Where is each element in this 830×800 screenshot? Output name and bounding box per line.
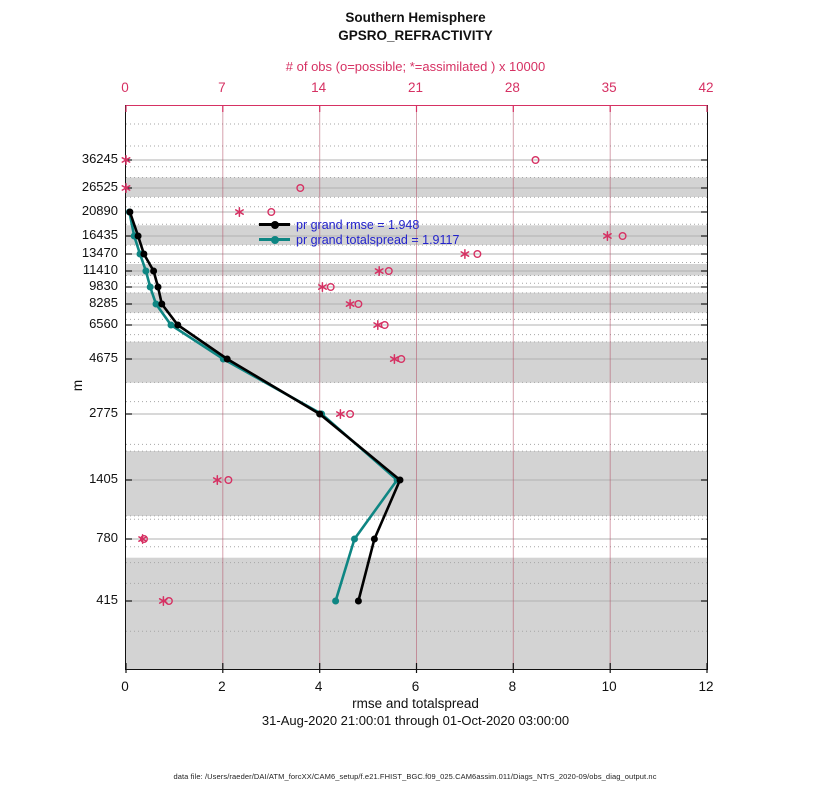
y-tick-label: 13470 [81,245,118,260]
series-point-spread [147,284,154,291]
y-tick-label: 780 [96,530,118,545]
y-tick-label: 1405 [89,471,118,486]
series-point-rmse [355,598,362,605]
series-point-rmse [126,209,133,216]
legend-line-sample-rmse [259,223,290,226]
x-top-tick-label: 35 [601,80,617,95]
legend-line-sample-totalspread [259,238,290,241]
legend-item-rmse [259,217,459,232]
data-file-path: data file: /Users/raeder/DAI/ATM_forcXX/CAM6_setup/f.e21.FHIST_BGC.f09_025.CAM6assim.011/Diags_NTrS_2020-09/obs_diag_output.nc [173,772,657,781]
series-point-rmse [316,411,323,418]
y-tick-label: 16435 [81,226,118,242]
figure-title-observation-type: GPSRO_REFRACTIVITY [338,28,493,43]
series-point-rmse [397,477,404,484]
legend-item-totalspread [259,232,459,247]
figure-title-region: Southern Hemisphere [345,10,486,25]
y-tick-label: 9830 [89,278,118,293]
x-top-tick-label: 14 [311,80,327,95]
y-tick-label: 36245 [81,150,118,166]
legend [259,217,459,247]
series-point-spread [142,268,149,275]
legend-label-rmse: pr grand rmse = 1.948 [296,217,420,232]
x-bottom-tick-label: 0 [121,679,129,694]
y-axis-label: m [70,379,86,392]
plot-area [125,105,708,670]
y-tick-label: 6560 [89,316,118,331]
series-point-rmse [224,356,231,363]
top-axis-label: # of obs (o=possible; *=assimilated ) x 10000 [285,59,546,74]
series-point-spread [351,536,358,543]
series-point-rmse [174,322,181,329]
x-top-tick-label: 7 [218,80,226,95]
series-point-rmse [140,251,147,258]
x-bottom-tick-label: 6 [411,679,420,694]
x-top-tick-label: 28 [504,80,520,95]
x-bottom-tick-label: 4 [314,679,323,694]
series-point-spread [332,598,339,605]
x-top-tick-label: 42 [698,80,714,95]
x-axis-label: rmse and totalspread [352,696,479,711]
x-bottom-tick-label: 8 [508,679,517,694]
series-point-rmse [371,536,378,543]
y-tick-label: 4675 [89,350,118,365]
x-top-tick-label: 0 [121,80,129,95]
series-point-rmse [150,268,157,275]
y-tick-label: 2775 [89,405,118,421]
series-point-rmse [135,233,142,240]
y-tick-label: 11410 [82,262,118,277]
y-tick-label: 8285 [89,295,118,310]
x-top-tick-label: 21 [407,80,424,95]
y-tick-label: 20890 [81,203,118,218]
y-tick-label: 415 [96,591,118,607]
y-tick-label: 26525 [81,178,118,194]
series-point-rmse [155,284,162,291]
date-range-subtitle: 31-Aug-2020 21:00:01 through 01-Oct-2020 03:00:00 [261,713,570,728]
x-bottom-tick-label: 2 [218,679,226,694]
x-bottom-tick-label: 10 [601,679,617,694]
series-point-rmse [158,301,165,308]
legend-dot-rmse [271,221,279,229]
x-bottom-tick-label: 12 [698,679,714,694]
plot-svg [126,106,707,669]
series-point-spread [168,322,175,329]
legend-label-totalspread: pr grand totalspread = 1.9117 [296,232,460,247]
legend-dot-totalspread [271,236,279,244]
